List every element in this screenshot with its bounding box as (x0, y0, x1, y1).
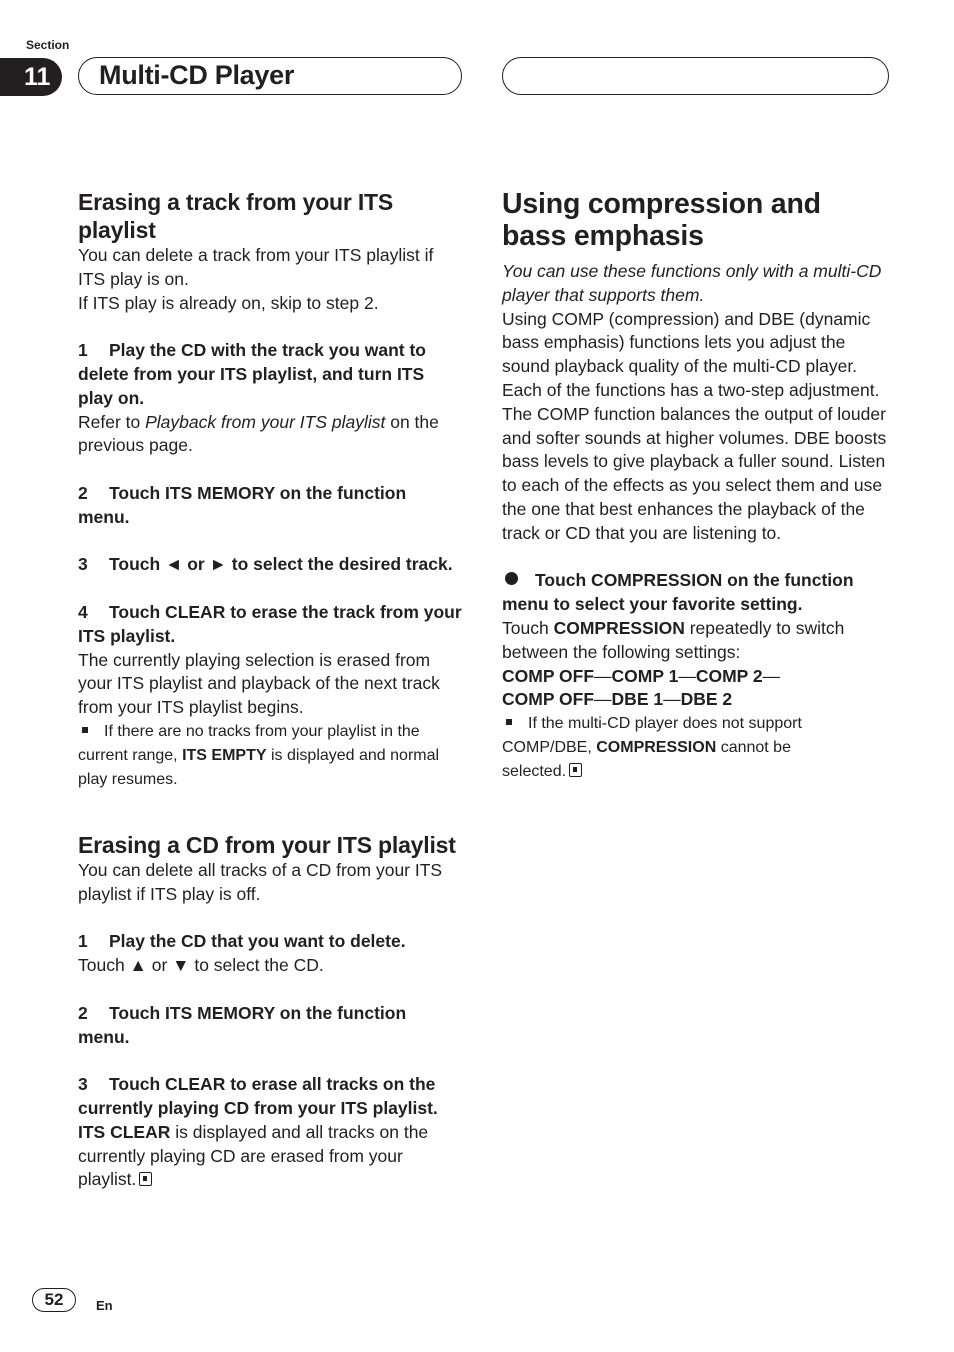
right-column (502, 188, 892, 784)
step-number: 4 (78, 601, 88, 622)
settings-sequence-1 (502, 665, 892, 689)
header-empty-box (502, 57, 889, 95)
step-text: Touch ITS MEMORY on the function menu. (78, 482, 407, 527)
step-text: Touch CLEAR to erase all tracks on the currently playing CD from your ITS playlist. (78, 1074, 438, 1118)
body-text: Touch (502, 617, 554, 638)
step-number: 3 (78, 554, 88, 575)
language-code: En (96, 1298, 113, 1313)
settings-sequence-2 (502, 688, 892, 712)
erase-track-intro-2: If ITS play is already on, skip to step 2. (78, 292, 379, 313)
separator: — (663, 689, 681, 710)
erase-cd-heading: Erasing a CD from your ITS playlist (78, 831, 456, 858)
bullet-icon (505, 572, 518, 585)
erase-cd-step-2 (78, 1002, 462, 1050)
step-number: 1 (78, 931, 88, 952)
section-number-badge: 11 (0, 58, 62, 96)
page-number: 52 (32, 1288, 76, 1312)
body-text: on the previous page. (78, 411, 439, 456)
body-text: repeatedly to switch between the following settings: (502, 617, 845, 662)
setting-label: DBE 1 (611, 689, 664, 710)
body-text: Refer to (78, 411, 146, 432)
step-text: Play the CD that you want to delete. (109, 931, 406, 952)
erase-track-step-4 (78, 601, 462, 649)
setting-label: COMP 1 (611, 665, 679, 686)
note-square-icon (82, 727, 88, 733)
step-number: 2 (78, 1002, 88, 1023)
compression-heading: Using compression and bass emphasis (502, 188, 821, 252)
erase-track-heading: Erasing a track from your ITS playlist (78, 189, 394, 243)
note-text: is displayed and normal play resumes. (78, 746, 440, 788)
note-text: If the multi-CD player does not support COMP/DBE, (502, 715, 802, 757)
step-text: Play the CD with the track you want to delete from your ITS playlist, and turn ITS play on. (78, 340, 426, 408)
erase-track-note (78, 720, 462, 792)
step-number: 2 (78, 482, 88, 503)
separator: — (594, 665, 612, 686)
compression-intro-italic (502, 260, 892, 308)
separator: — (594, 689, 612, 710)
compression-bullet-step (502, 569, 892, 617)
erase-track-step-1-body (78, 411, 462, 459)
setting-label: DBE 2 (680, 689, 733, 710)
display-message: ITS EMPTY (182, 746, 267, 764)
erase-cd-step-1 (78, 930, 462, 954)
button-name: COMPRESSION (553, 617, 685, 638)
left-column (78, 188, 462, 1192)
setting-label: COMP 2 (695, 665, 763, 686)
step-text: Touch ◄ or ► to select the desired track. (109, 554, 453, 575)
step-number: 1 (78, 340, 88, 361)
setting-label: COMP OFF (502, 665, 595, 686)
separator: — (678, 665, 696, 686)
separator: — (762, 665, 781, 686)
intro-italic-text: You can use these functions only with a multi-CD player that supports them. (502, 261, 882, 305)
erase-track-step-2 (78, 482, 462, 530)
erase-cd-intro: You can delete all tracks of a CD from your ITS playlist if ITS play is off. (78, 859, 443, 904)
step-number: 3 (78, 1074, 88, 1095)
compression-note (502, 712, 842, 784)
step-text: Touch ITS MEMORY on the function menu. (78, 1002, 407, 1047)
chapter-title-box (78, 57, 462, 95)
end-of-section-icon (569, 763, 582, 777)
button-name: COMPRESSION (596, 739, 717, 757)
step-text: Touch COMPRESSION on the function menu to select your favorite setting. (502, 570, 854, 615)
erase-cd-step-1-body: Touch ▲ or ▼ to select the CD. (78, 955, 324, 976)
compression-intro-body: Using COMP (compression) and DBE (dynamic bass emphasis) functions lets you adjust the sound playback quality of the multi-CD player. Each of the functions has a two-step adjustment. The COMP function balances the output of louder and softer sounds at higher volumes. DBE boosts bass levels to give playback a fuller sound. Listen to each of the effects as you select them and use the one that best enhances the playback of the track or CD that you are listening to. (502, 308, 887, 543)
body-text: is displayed and all tracks on the currently playing CD are erased from your playlist. (78, 1121, 429, 1190)
note-text: cannot be selected. (502, 739, 791, 781)
erase-track-step-4-body: The currently playing selection is erased from your ITS playlist and playback of the next track from your ITS playlist begins. (78, 649, 440, 718)
compression-step-body (502, 617, 892, 665)
display-message: ITS CLEAR (78, 1121, 171, 1142)
chapter-title: Multi-CD Player (99, 60, 295, 90)
section-label: Section (26, 38, 70, 52)
cross-reference: Playback from your ITS playlist (145, 411, 386, 432)
end-of-section-icon (139, 1172, 152, 1186)
erase-track-step-3 (78, 553, 462, 577)
erase-track-step-1 (78, 339, 462, 410)
erase-track-intro-1: You can delete a track from your ITS playlist if ITS play is on. (78, 245, 434, 289)
step-text: Touch CLEAR to erase the track from your ITS playlist. (78, 601, 462, 646)
setting-label: COMP OFF (502, 689, 595, 710)
erase-cd-step-3-body (78, 1121, 462, 1192)
erase-cd-step-3 (78, 1073, 462, 1121)
note-text: If there are no tracks from your playlist in the current range, (78, 722, 420, 764)
note-square-icon (506, 719, 512, 725)
